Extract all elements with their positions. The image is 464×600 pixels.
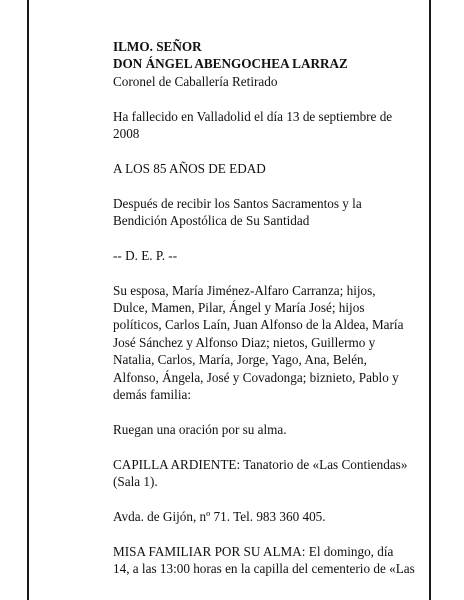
chapel-line-2: (Sala 1). [113,474,158,490]
family-line: Dulce, Mamen, Pilar, Ángel y María José; hijos [113,300,365,316]
rip-line: -- D. E. P. -- [113,247,178,263]
family-line: Natalia, Carlos, María, Jorge, Yago, Ana, Belén, [113,352,367,368]
death-notice-line-2: 2008 [113,126,140,142]
prayer-line: Ruegan una oración por su alma. [113,421,287,437]
address-line: Avda. de Gijón, nº 71. Tel. 983 360 405. [113,508,326,524]
military-rank: Coronel de Caballería Retirado [113,73,278,89]
sacraments-line-2: Bendición Apostólica de Su Santidad [113,213,310,229]
family-line: José Sánchez y Alfonso Diaz; nietos, Guillermo y [113,334,376,350]
death-notice-line-1: Ha fallecido en Valladolid el día 13 de septiembre de [113,108,393,124]
mass-line-2: 14, a las 13:00 horas en la capilla del cementerio de «Las [113,561,415,577]
chapel-line-1: CAPILLA ARDIENTE: Tanatorio de «Las Contiendas» [113,456,408,472]
left-border-line [27,0,29,600]
family-line: demás familia: [113,387,191,403]
family-paragraph [113,282,425,404]
family-line: Alfonso, Ángela, José y Covadonga; biznieto, Pablo y [113,369,399,385]
family-line: políticos, Carlos Laín, Juan Alfonso de la Aldea, María [113,317,404,333]
right-border-line [429,0,431,600]
honorific: ILMO. SEÑOR [113,39,202,54]
sacraments-line-1: Después de recibir los Santos Sacramentos y la [113,195,362,211]
family-line: Su esposa, María Jiménez-Alfaro Carranza; hijos, [113,282,376,298]
age-line: A LOS 85 AÑOS DE EDAD [113,160,266,176]
deceased-name: DON ÁNGEL ABENGOCHEA LARRAZ [113,56,348,72]
obituary-notice [113,38,425,577]
mass-line-1: MISA FAMILIAR POR SU ALMA: El domingo, día [113,543,394,559]
